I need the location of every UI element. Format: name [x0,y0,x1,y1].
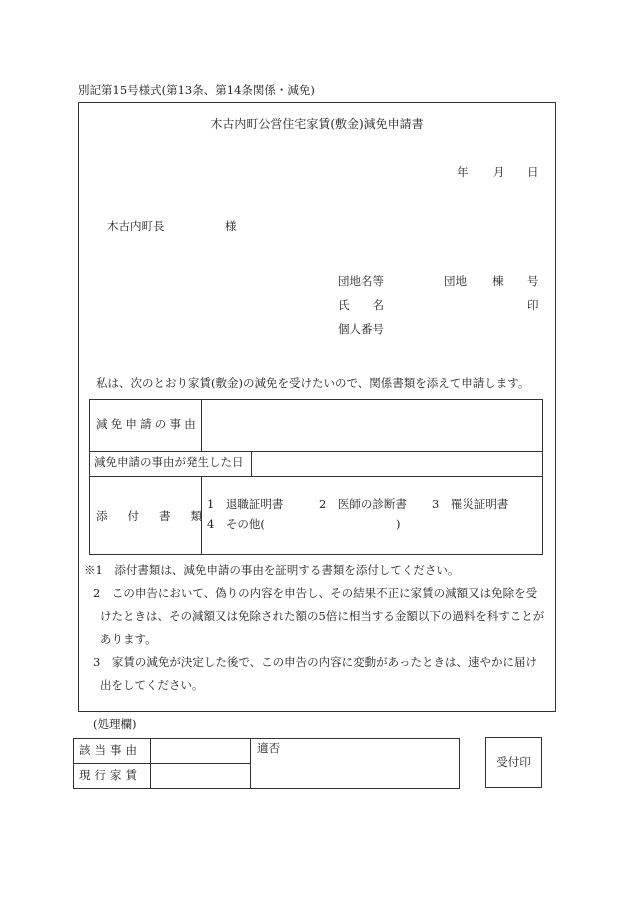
reason-label [96,417,199,431]
table-divider-row1 [201,399,202,451]
applicant-name-label: 氏 名 [338,298,384,312]
attachment-4-prefix: 4 その他( [207,517,265,531]
addressee-honorific: 様 [225,219,237,233]
applicable-reason-label: 該当事由 [79,743,141,757]
note-3-line-2: 出をしてください。 [100,678,204,692]
reason-label-text: 減免申請の事由 [96,417,199,431]
occurrence-date-label: 減免申請の事由が発生した日 [94,455,244,469]
form-reference: 別記第15号様式(第13条、第14条関係・減免) [78,83,315,97]
current-rent-label: 現行家賃 [79,768,141,782]
reason-input-area[interactable] [203,403,541,449]
unit-label: 号 [527,274,539,288]
danchi-label: 団地名等 [338,274,384,288]
note-3-line-1: 3 家賃の減免が決定した後で、この申告の内容に変動があったときは、速やかに届け [93,655,537,669]
approval-label: 適否 [257,741,280,755]
processing-divider-b [250,738,251,789]
reception-stamp-label: 受付印 [496,755,531,769]
note-2-line-2: けたときは、その減額又は免除された額の5倍に相当する金額以下の過料を科すことが [100,609,545,623]
personal-number-label: 個人番号 [338,322,384,336]
table-divider-row2 [251,451,252,476]
date-month-label: 月 [493,165,505,179]
seal-label: 印 [527,298,539,312]
building-label: 棟 [492,274,504,288]
table-row-divider-1 [89,451,543,452]
attachment-label: 添付書類 [96,509,222,523]
form-title: 木古内町公営住宅家賃(敷金)減免申請書 [210,117,424,131]
date-day-label: 日 [527,165,539,179]
note-2-line-1: 2 この申告において、偽りの内容を申告し、その結果不正に家賃の減額又は免除を受 [93,586,538,600]
danchi-field-label: 団地 [444,274,467,288]
attachment-3: 3 罹災証明書 [432,497,509,511]
attachment-2: 2 医師の診断書 [319,497,407,511]
attachment-4-suffix: ) [396,517,401,531]
occurrence-date-input[interactable] [253,453,541,474]
date-year-label: 年 [457,165,469,179]
note-1: ※1 添付書類は、減免申請の事由を証明する書類を添付してください。 [84,563,460,577]
table-row-divider-2 [89,476,543,477]
note-2-line-3: あります。 [100,632,157,646]
application-statement: 私は、次のとおり家賃(敷金)の減免を受けたいので、関係書類を添えて申請します。 [96,376,530,390]
addressee-name: 木古内町長 [107,219,165,233]
processing-row-divider [73,763,250,764]
attachment-1: 1 退職証明書 [207,497,284,511]
processing-label: (処理欄) [93,717,137,731]
